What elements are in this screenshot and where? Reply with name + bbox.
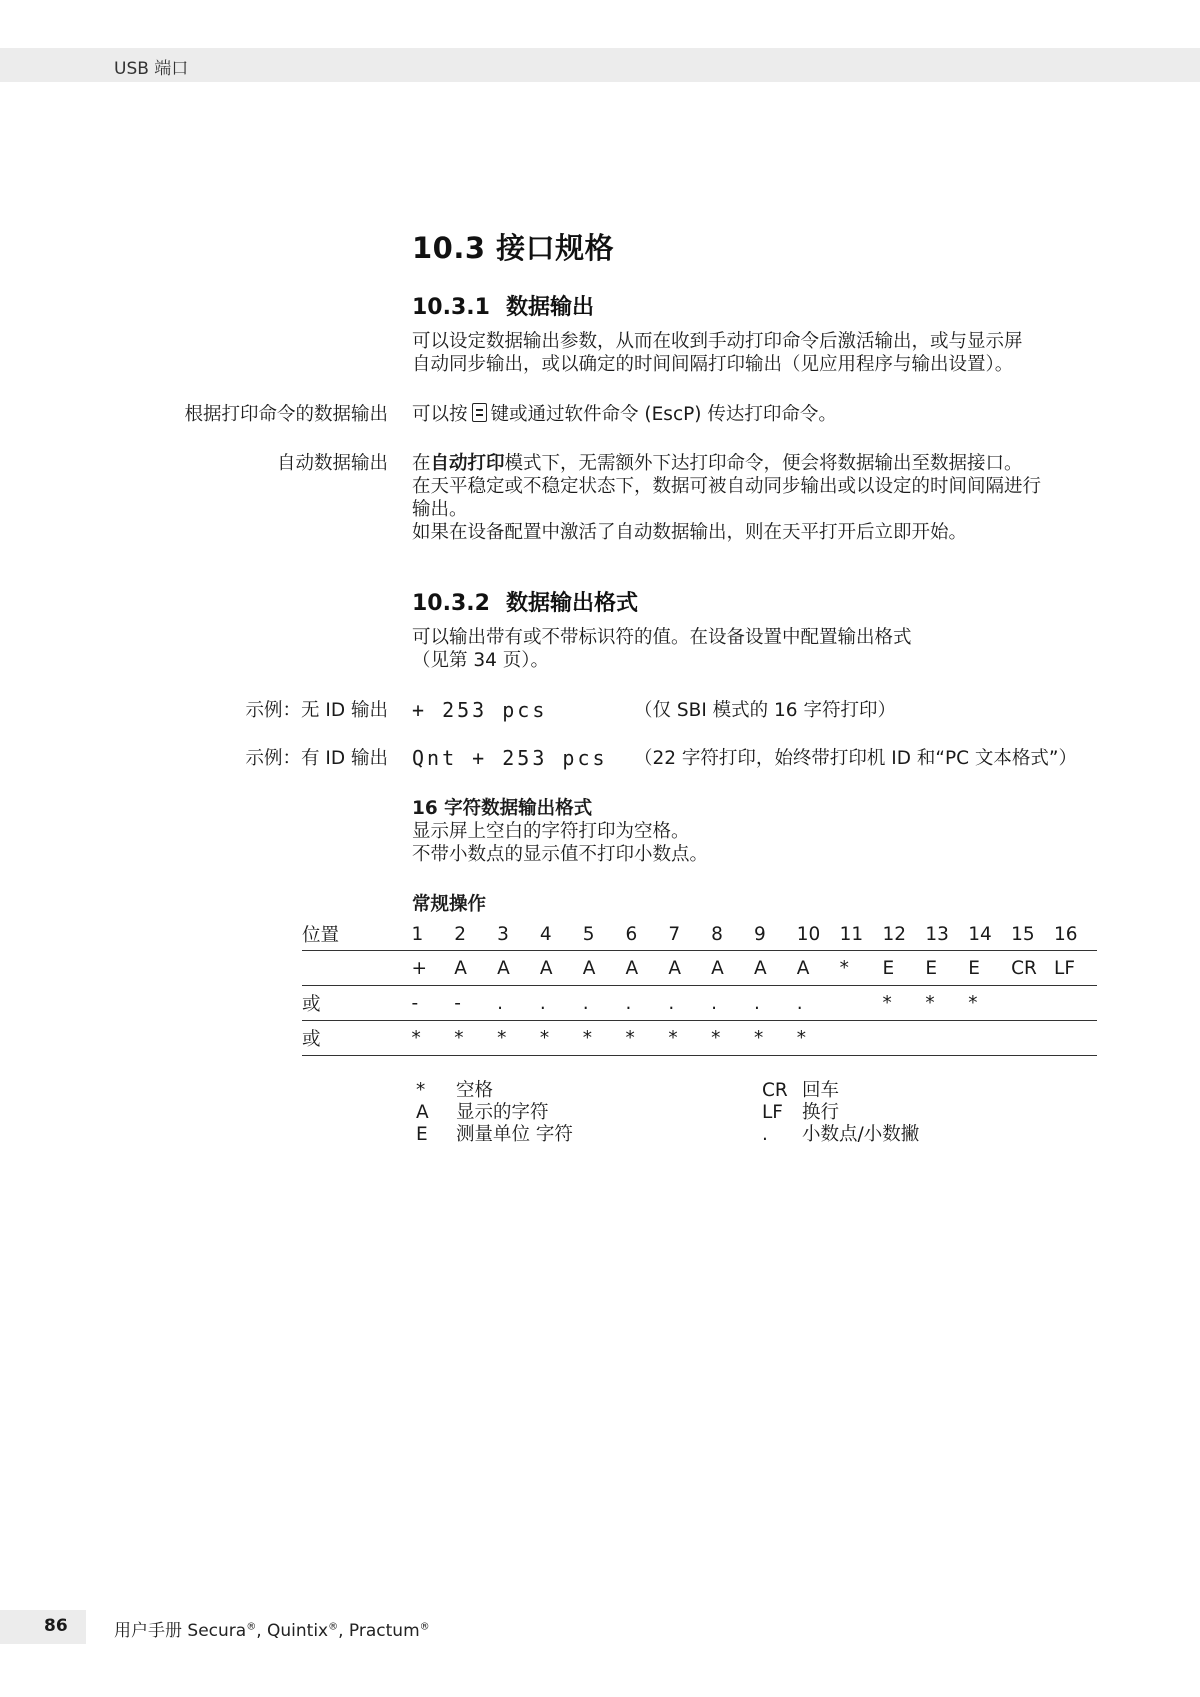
table-row	[302, 951, 1097, 986]
legend-left	[412, 1080, 573, 1146]
table-row	[302, 986, 1097, 1021]
table-cell: *	[925, 986, 968, 1021]
table-cell: *	[540, 1021, 583, 1056]
table-cell: -	[454, 986, 497, 1021]
position-cell: 8	[711, 918, 754, 951]
table-cell: .	[711, 986, 754, 1021]
legend-item	[758, 1102, 919, 1124]
format-table	[302, 918, 1097, 1056]
legend-symbol: A	[416, 1102, 429, 1123]
table-cell	[925, 1021, 968, 1056]
print-text-b: 键或通过软件命令 (EscP) 传达打印命令。	[490, 404, 837, 425]
example-with-id-label: 示例：有 ID 输出	[245, 748, 388, 769]
legend-symbol: LF	[762, 1102, 783, 1123]
legend-description: 小数点/小数撇	[802, 1124, 920, 1145]
section-number: 10.3	[412, 231, 486, 265]
table-header-row	[302, 918, 1097, 951]
table-cell	[1054, 986, 1097, 1021]
legend-description: 回车	[802, 1080, 840, 1101]
table-cell: .	[583, 986, 626, 1021]
table-cell: *	[968, 986, 1011, 1021]
table-heading: 常规操作	[412, 894, 487, 915]
example-no-id-note: （仅 SBI 模式的 16 字符打印）	[634, 700, 896, 721]
subsection-number: 10.3.1	[412, 295, 490, 320]
intro-line: （见第 34 页）。	[412, 650, 550, 671]
legend-description: 换行	[802, 1102, 840, 1123]
auto-output-label: 自动数据输出	[276, 453, 388, 474]
table-cell: .	[497, 986, 540, 1021]
row-label	[302, 951, 411, 986]
example-with-id-note: （22 字符打印，始终带打印机 ID 和“PC 文本格式”）	[634, 748, 1078, 769]
table-cell: E	[883, 951, 926, 986]
table-cell: A	[454, 951, 497, 986]
legend-symbol: CR	[762, 1080, 788, 1101]
table-cell: *	[583, 1021, 626, 1056]
format16-title: 16 字符数据输出格式	[412, 798, 593, 819]
print-command-text	[412, 403, 1112, 426]
legend-right	[758, 1080, 919, 1146]
auto-print-mode-name: 自动打印	[430, 453, 505, 474]
position-cell: 12	[883, 918, 926, 951]
table-cell: *	[711, 1021, 754, 1056]
position-cell: 2	[454, 918, 497, 951]
table-cell: E	[968, 951, 1011, 986]
table-cell: A	[497, 951, 540, 986]
table-cell: A	[626, 951, 669, 986]
format16-line: 显示屏上空白的字符打印为空格。	[412, 821, 690, 842]
subsection-title-text: 数据输出格式	[505, 591, 638, 616]
position-cell: 15	[1011, 918, 1054, 951]
position-cell: 5	[583, 918, 626, 951]
legend-description: 空格	[456, 1080, 494, 1101]
auto-line: 输出。	[412, 499, 468, 520]
header-chapter-title: USB 端口	[114, 59, 189, 79]
registered-mark: ®	[419, 1621, 430, 1633]
table-cell	[968, 1021, 1011, 1056]
format-intro	[412, 626, 1112, 672]
table-row	[302, 1021, 1097, 1056]
legend-item	[412, 1124, 573, 1146]
table-cell: .	[626, 986, 669, 1021]
position-cell: 16	[1054, 918, 1097, 951]
table-cell: A	[797, 951, 840, 986]
subsection-title-output-format	[412, 586, 638, 617]
table-cell	[1054, 1021, 1097, 1056]
table-cell: A	[540, 951, 583, 986]
intro-line: 可以设定数据输出参数，从而在收到手动打印命令后激活输出，或与显示屏	[412, 331, 1023, 352]
footer-manual-prefix: 用户手册 Secura	[114, 1621, 247, 1641]
table-cell: A	[754, 951, 797, 986]
example-no-id-label: 示例：无 ID 输出	[245, 700, 388, 721]
table-cell	[840, 986, 883, 1021]
position-cell: 3	[497, 918, 540, 951]
auto-line: 如果在设备配置中激活了自动数据输出，则在天平打开后立即开始。	[412, 522, 968, 543]
example-with-id-value: Qnt + 253 pcs	[412, 746, 608, 770]
table-cell: *	[840, 951, 883, 986]
auto-text-suffix: 模式下，无需额外下达打印命令，便会将数据输出至数据接口。	[504, 453, 1023, 474]
footer-manual-title	[114, 1616, 430, 1641]
legend-item	[758, 1080, 919, 1102]
page-number-background	[0, 1610, 86, 1644]
row-label: 或	[302, 986, 411, 1021]
footer-sep: , Practum	[338, 1621, 420, 1641]
table-cell: -	[411, 986, 454, 1021]
legend-symbol: *	[416, 1080, 426, 1101]
position-cell: 9	[754, 918, 797, 951]
table-cell: +	[411, 951, 454, 986]
table-cell: .	[540, 986, 583, 1021]
legend-symbol: .	[762, 1124, 768, 1145]
subsection-title-data-output	[412, 290, 594, 321]
print-command-label: 根据打印命令的数据输出	[184, 404, 388, 425]
table-cell: *	[754, 1021, 797, 1056]
position-cell: 4	[540, 918, 583, 951]
table-cell: .	[754, 986, 797, 1021]
legend-item	[412, 1102, 573, 1124]
auto-line: 在天平稳定或不稳定状态下，数据可被自动同步输出或以设定的时间间隔进行	[412, 476, 1042, 497]
table-cell	[883, 1021, 926, 1056]
table-cell	[1011, 986, 1054, 1021]
section-title-text: 接口规格	[496, 231, 615, 265]
table-cell: *	[626, 1021, 669, 1056]
table-cell: A	[711, 951, 754, 986]
table-cell	[1011, 1021, 1054, 1056]
subsection-title-text: 数据输出	[505, 295, 594, 320]
footer-sep: , Quintix	[256, 1621, 329, 1641]
format16-line: 不带小数点的显示值不打印小数点。	[412, 844, 709, 865]
registered-mark: ®	[246, 1621, 257, 1633]
position-cell: 14	[968, 918, 1011, 951]
position-cell: 13	[925, 918, 968, 951]
legend-description: 显示的字符	[456, 1102, 549, 1123]
table-cell: *	[883, 986, 926, 1021]
print-text-a: 可以按	[412, 404, 468, 425]
table-cell: *	[668, 1021, 711, 1056]
legend-symbol: E	[416, 1124, 428, 1145]
intro-line: 可以输出带有或不带标识符的值。在设备设置中配置输出格式	[412, 627, 912, 648]
position-cell: 1	[411, 918, 454, 951]
section-title	[412, 226, 614, 267]
table-cell: A	[668, 951, 711, 986]
legend-item	[758, 1124, 919, 1146]
table-cell: LF	[1054, 951, 1097, 986]
position-cell: 6	[626, 918, 669, 951]
print-key-icon	[472, 403, 487, 422]
registered-mark: ®	[328, 1621, 339, 1633]
data-output-intro	[412, 330, 1112, 376]
table-cell: *	[797, 1021, 840, 1056]
table-cell: A	[583, 951, 626, 986]
page-number: 86	[44, 1616, 68, 1636]
example-no-id-value: + 253 pcs	[412, 698, 548, 722]
position-label: 位置	[302, 918, 411, 951]
table-cell	[840, 1021, 883, 1056]
table-cell: *	[454, 1021, 497, 1056]
table-cell: *	[497, 1021, 540, 1056]
legend-item	[412, 1080, 573, 1102]
format16-block	[412, 797, 1112, 866]
table-cell: .	[797, 986, 840, 1021]
auto-output-text	[412, 452, 1112, 544]
legend-description: 测量单位 字符	[456, 1124, 573, 1145]
position-cell: 7	[668, 918, 711, 951]
table-cell: .	[668, 986, 711, 1021]
position-cell: 10	[797, 918, 840, 951]
intro-line: 自动同步输出，或以确定的时间间隔打印输出（见应用程序与输出设置）。	[412, 354, 1014, 375]
row-label: 或	[302, 1021, 411, 1056]
table-cell: *	[411, 1021, 454, 1056]
table-cell: CR	[1011, 951, 1054, 986]
auto-text-prefix: 在	[412, 453, 431, 474]
position-cell: 11	[840, 918, 883, 951]
table-cell: E	[925, 951, 968, 986]
subsection-number: 10.3.2	[412, 591, 490, 616]
